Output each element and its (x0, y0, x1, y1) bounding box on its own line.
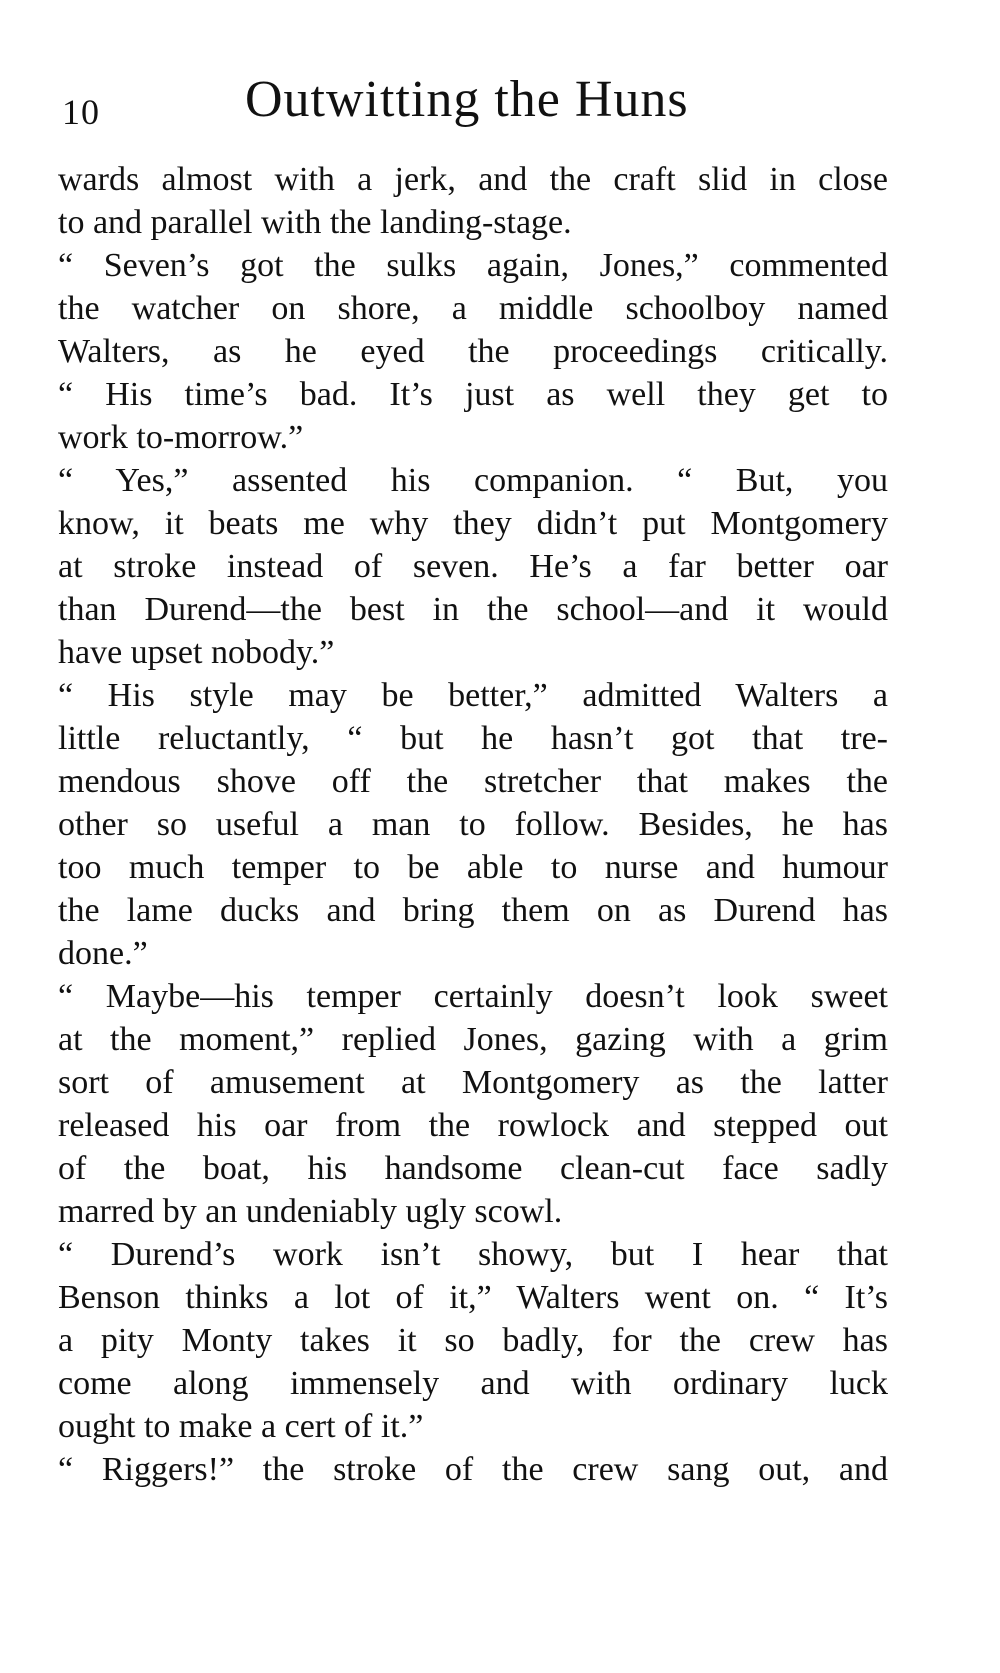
text-line: too much temper to be able to nurse and humour (58, 849, 888, 886)
body-text (58, 158, 888, 1491)
text-line: marred by an undeniably ugly scowl. (58, 1193, 563, 1230)
text-line: at the moment,” replied Jones, gazing with a grim (58, 1021, 888, 1058)
text-line: “ Maybe—his temper certainly doesn’t look sweet (58, 978, 888, 1015)
text-line: “ Yes,” assented his companion. “ But, you (58, 462, 888, 499)
text-line: sort of amusement at Montgomery as the latter (58, 1064, 888, 1101)
text-line: a pity Monty takes it so badly, for the crew has (58, 1322, 888, 1359)
text-line: “ Riggers!” the stroke of the crew sang out, and (58, 1451, 888, 1488)
text-line: wards almost with a jerk, and the craft slid in close (58, 161, 888, 198)
text-line: other so useful a man to follow. Besides, he has (58, 806, 888, 843)
text-line: of the boat, his handsome clean-cut face sadly (58, 1150, 888, 1187)
text-line: ought to make a cert of it.” (58, 1408, 424, 1445)
text-line: Benson thinks a lot of it,” Walters went on. “ It’s (58, 1279, 888, 1316)
text-line: the lame ducks and bring them on as Durend has (58, 892, 888, 929)
text-line: done.” (58, 935, 148, 972)
text-line: “ Seven’s got the sulks again, Jones,” commented (58, 247, 888, 284)
text-line: little reluctantly, “ but he hasn’t got that tre- (58, 720, 888, 757)
page-number: 10 (62, 92, 100, 132)
page-header (0, 66, 1000, 146)
text-line: “ His style may be better,” admitted Walters a (58, 677, 888, 714)
text-line: work to-morrow.” (58, 419, 304, 456)
text-line: than Durend—the best in the school—and it would (58, 591, 888, 628)
text-line: the watcher on shore, a middle schoolboy named (58, 290, 888, 327)
text-line: at stroke instead of seven. He’s a far better oar (58, 548, 888, 585)
text-line: released his oar from the rowlock and stepped out (58, 1107, 888, 1144)
text-line: “ His time’s bad. It’s just as well they get to (58, 376, 888, 413)
text-line: mendous shove off the stretcher that makes the (58, 763, 888, 800)
text-line: come along immensely and with ordinary luck (58, 1365, 888, 1402)
text-line: have upset nobody.” (58, 634, 335, 671)
text-line: to and parallel with the landing-stage. (58, 204, 572, 241)
running-title: Outwitting the Huns (245, 71, 689, 128)
text-line: Walters, as he eyed the proceedings critically. (58, 333, 888, 370)
text-line: know, it beats me why they didn’t put Montgomery (58, 505, 888, 542)
text-line: “ Durend’s work isn’t showy, but I hear that (58, 1236, 888, 1273)
